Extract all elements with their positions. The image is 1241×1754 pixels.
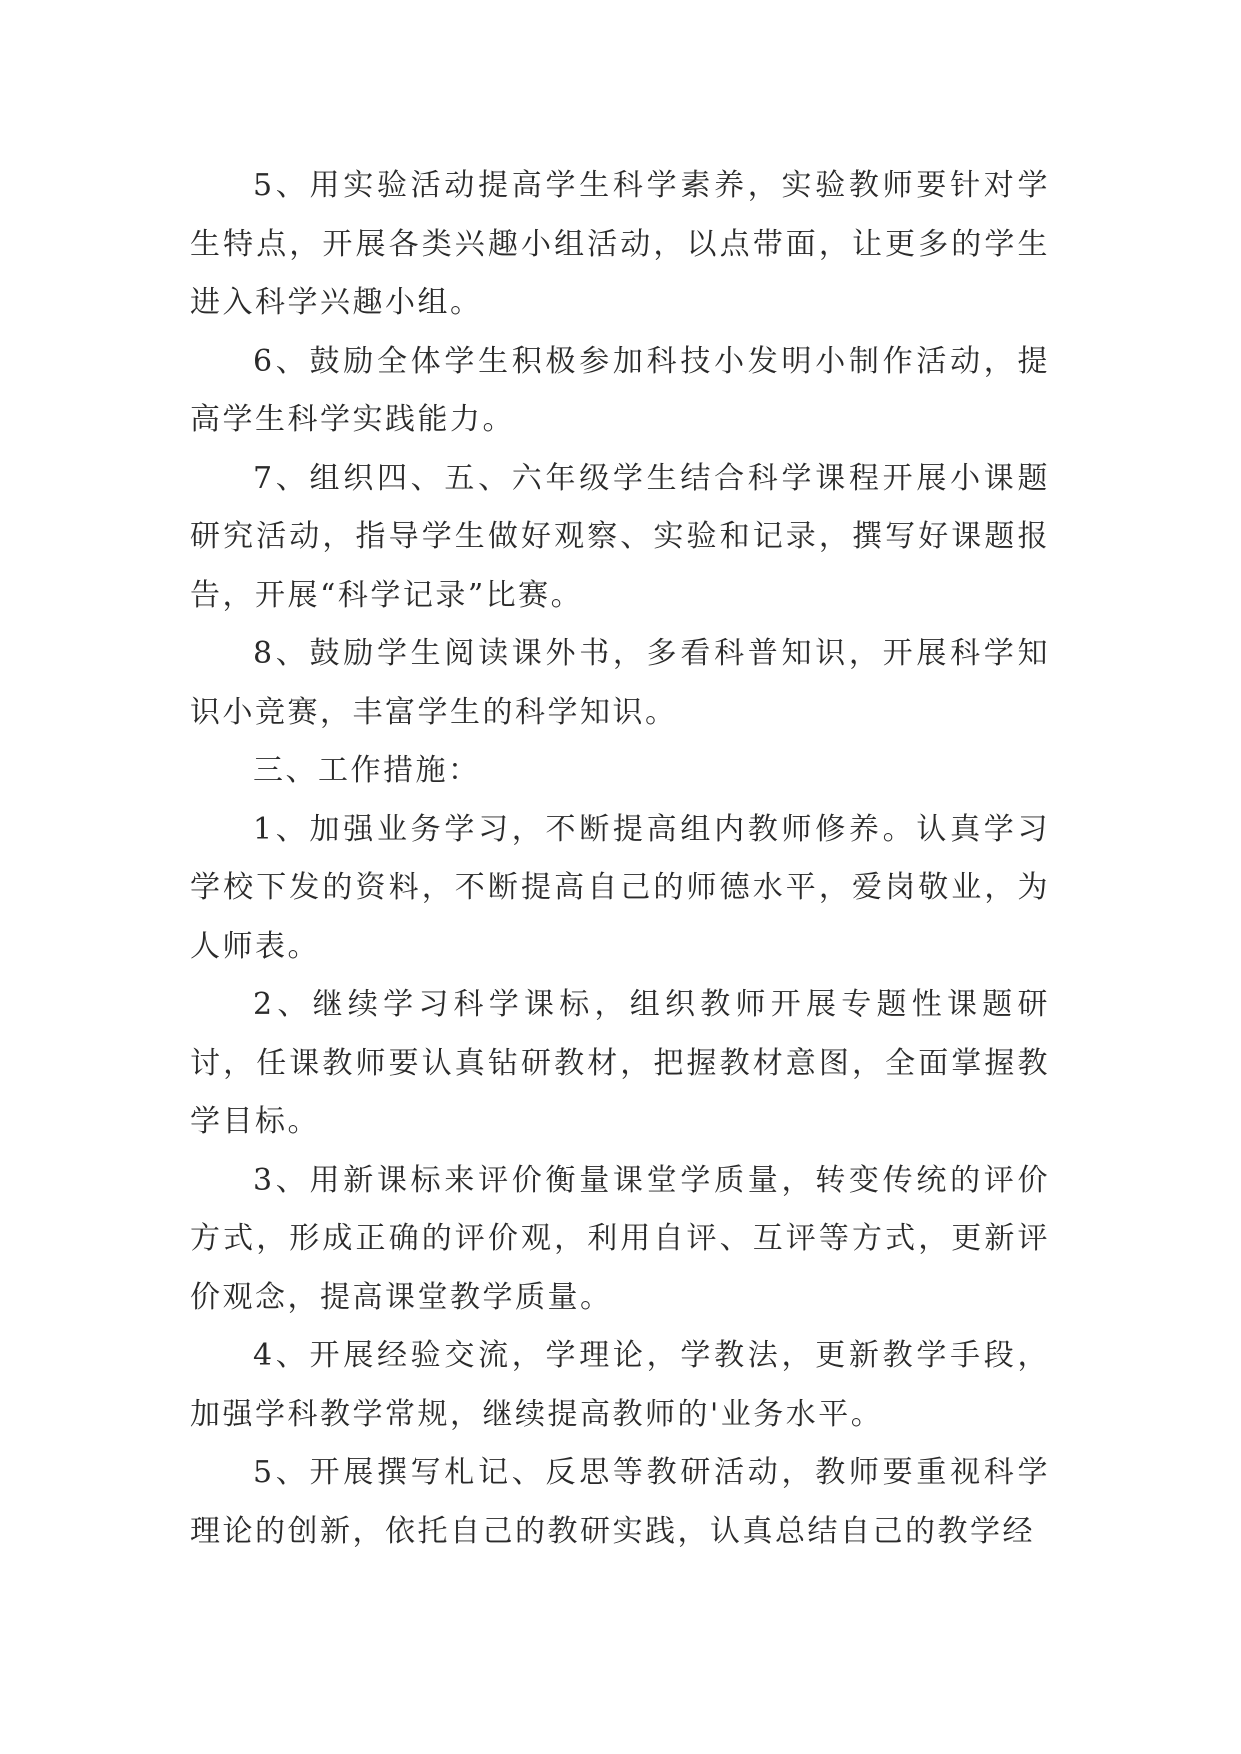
paragraph-measure-4: 4、开展经验交流，学理论，学教法，更新教学手段，加强学科教学常规，继续提高教师的'业务水平。 bbox=[190, 1338, 1050, 1432]
document-body bbox=[190, 157, 1050, 1561]
section-heading-work-measures: 三、工作措施： bbox=[253, 753, 481, 788]
paragraph-item-7-research: 7、组织四、五、六年级学生结合科学课程开展小课题研究活动，指导学生做好观察、实验和记录，撰写好课题报告，开展“科学记录”比赛。 bbox=[190, 460, 1050, 613]
paragraph-item-5-experiment: 5、用实验活动提高学生科学素养，实验教师要针对学生特点，开展各类兴趣小组活动，以点带面，让更多的学生进入科学兴趣小组。 bbox=[190, 168, 1050, 320]
paragraph-measure-5: 5、开展撰写札记、反思等教研活动，教师要重视科学理论的创新，依托自己的教研实践，认真总结自己的教学经 bbox=[190, 1455, 1050, 1549]
paragraph-measure-1: 1、加强业务学习，不断提高组内教师修养。认真学习学校下发的资料，不断提高自己的师德水平，爱岗敬业，为人师表。 bbox=[190, 811, 1050, 964]
paragraph-item-8-reading: 8、鼓励学生阅读课外书，多看科普知识，开展科学知识小竞赛，丰富学生的科学知识。 bbox=[190, 636, 1050, 730]
paragraph-item-6-invention: 6、鼓励全体学生积极参加科技小发明小制作活动，提高学生科学实践能力。 bbox=[190, 343, 1050, 437]
paragraph-measure-3: 3、用新课标来评价衡量课堂学质量，转变传统的评价方式，形成正确的评价观，利用自评、互评等方式，更新评价观念，提高课堂教学质量。 bbox=[190, 1162, 1050, 1315]
paragraph-measure-2: 2、继续学习科学课标，组织教师开展专题性课题研讨，任课教师要认真钻研教材，把握教材意图，全面掌握教学目标。 bbox=[190, 987, 1050, 1139]
